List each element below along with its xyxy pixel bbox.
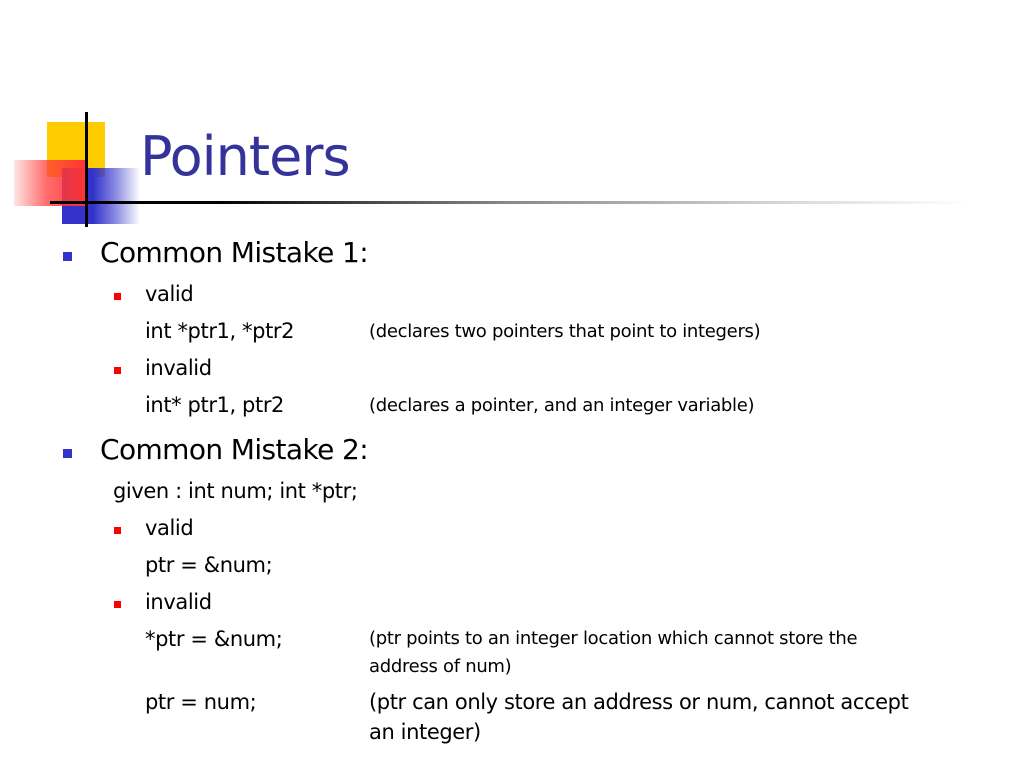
mistake1-valid-note: (declares two pointers that point to integers) xyxy=(369,321,761,342)
mistake2-invalid-note1-line1: (ptr points to an integer location which cannot store the xyxy=(369,628,858,649)
slide-title: Pointers xyxy=(140,125,350,188)
bullet-level2-icon xyxy=(114,601,121,608)
mistake1-invalid-code: int* ptr1, ptr2 xyxy=(145,393,285,417)
bullet-level1-icon xyxy=(63,252,72,261)
mistake1-valid-label: valid xyxy=(145,282,194,306)
mistake2-invalid-note2-line2: an integer) xyxy=(369,720,481,744)
bullet-level2-icon xyxy=(114,527,121,534)
mistake2-invalid-label: invalid xyxy=(145,590,212,614)
bullet-level2-icon xyxy=(114,367,121,374)
mistake1-valid-code: int *ptr1, *ptr2 xyxy=(145,319,295,343)
mistake2-invalid-code1: *ptr = &num; xyxy=(145,627,283,651)
mistake2-invalid-note1-line2: address of num) xyxy=(369,656,512,677)
mistake2-heading: Common Mistake 2: xyxy=(100,433,369,466)
mistake2-invalid-code2: ptr = num; xyxy=(145,690,257,714)
mistake1-heading: Common Mistake 1: xyxy=(100,236,369,269)
mistake1-invalid-label: invalid xyxy=(145,356,212,380)
mistake2-invalid-note2-line1: (ptr can only store an address or num, cannot accept xyxy=(369,690,909,714)
bullet-level2-icon xyxy=(114,293,121,300)
mistake2-valid-code: ptr = &num; xyxy=(145,553,273,577)
mistake1-invalid-note: (declares a pointer, and an integer variable) xyxy=(369,395,755,416)
mistake2-valid-label: valid xyxy=(145,516,194,540)
mistake2-given: given : int num; int *ptr; xyxy=(113,479,358,503)
bullet-level1-icon xyxy=(63,449,72,458)
